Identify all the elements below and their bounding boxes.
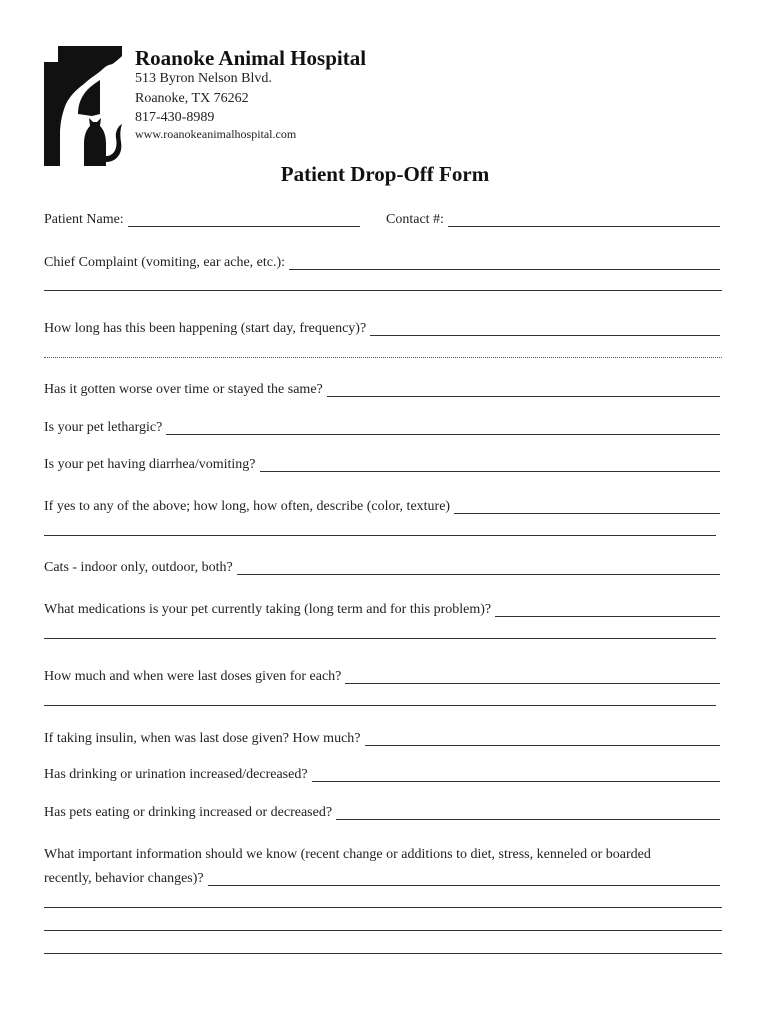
insulin-label: If taking insulin, when was last dose given? How much? <box>44 731 361 746</box>
how-long-extra-line[interactable] <box>44 357 722 358</box>
if-yes-label: If yes to any of the above; how long, how often, describe (color, texture) <box>44 499 451 514</box>
if-yes-extra-line[interactable] <box>44 535 716 536</box>
eating-drinking-label: Has pets eating or drinking increased or decreased? <box>44 805 333 820</box>
chief-complaint-field[interactable] <box>289 255 720 270</box>
insulin-field[interactable] <box>365 731 721 746</box>
drinking-urination-label: Has drinking or urination increased/decreased? <box>44 767 308 782</box>
important-info-field[interactable] <box>208 871 720 886</box>
clinic-name: Roanoke Animal Hospital <box>135 46 367 70</box>
form-title: Patient Drop-Off Form <box>280 162 490 186</box>
important-info-question <box>44 844 724 866</box>
hospital-logo-icon <box>44 44 126 166</box>
address-line-2: Roanoke, TX 76262 <box>135 91 249 106</box>
lethargic-label: Is your pet lethargic? <box>44 420 163 435</box>
worse-over-time-field[interactable] <box>327 382 720 397</box>
important-info-label-line1: What important information should we know (recent change or additions to diet, stress, kenneled or boarded <box>44 847 651 862</box>
contact-label: Contact #: <box>386 212 444 227</box>
important-info-extra-line-2[interactable] <box>44 930 722 931</box>
address-line-1: 513 Byron Nelson Blvd. <box>135 71 272 86</box>
important-info-extra-line-1[interactable] <box>44 907 722 908</box>
eating-drinking-row <box>44 803 720 821</box>
eating-drinking-field[interactable] <box>336 805 720 820</box>
chief-complaint-extra-line[interactable] <box>44 290 722 291</box>
patient-name-label: Patient Name: <box>44 212 124 227</box>
medications-field[interactable] <box>495 602 720 617</box>
medications-label: What medications is your pet currently taking (long term and for this problem)? <box>44 602 492 617</box>
cats-indoor-row <box>44 558 720 576</box>
last-doses-label: How much and when were last doses given for each? <box>44 669 342 684</box>
diarrhea-vomiting-field[interactable] <box>260 457 721 472</box>
last-doses-field[interactable] <box>345 669 720 684</box>
drinking-urination-field[interactable] <box>312 767 720 782</box>
if-yes-field[interactable] <box>454 499 720 514</box>
chief-complaint-row <box>44 253 720 271</box>
medications-row <box>44 600 720 618</box>
if-yes-row <box>44 497 720 515</box>
important-info-label-line2: recently, behavior changes)? <box>44 871 204 886</box>
how-long-label: How long has this been happening (start day, frequency)? <box>44 321 367 336</box>
cats-indoor-field[interactable] <box>237 560 720 575</box>
worse-over-time-row <box>44 380 720 398</box>
lethargic-field[interactable] <box>166 420 720 435</box>
insulin-row <box>44 729 720 747</box>
patient-contact-row <box>44 210 720 228</box>
medications-extra-line[interactable] <box>44 638 716 639</box>
how-long-field[interactable] <box>370 321 720 336</box>
diarrhea-vomiting-label: Is your pet having diarrhea/vomiting? <box>44 457 256 472</box>
chief-complaint-label: Chief Complaint (vomiting, ear ache, etc.): <box>44 255 286 270</box>
how-long-row <box>44 319 720 337</box>
diarrhea-vomiting-row <box>44 455 720 473</box>
cats-indoor-label: Cats - indoor only, outdoor, both? <box>44 560 233 575</box>
website-link: www.roanokeanimalhospital.com <box>135 127 297 141</box>
worse-over-time-label: Has it gotten worse over time or stayed the same? <box>44 382 323 397</box>
important-info-extra-line-3[interactable] <box>44 953 722 954</box>
contact-field[interactable] <box>448 212 720 227</box>
last-doses-row <box>44 667 720 685</box>
important-info-row <box>44 869 720 887</box>
patient-name-field[interactable] <box>128 212 360 227</box>
lethargic-row <box>44 418 720 436</box>
phone-number: 817-430-8989 <box>135 110 215 125</box>
last-doses-extra-line[interactable] <box>44 705 716 706</box>
drinking-urination-row <box>44 765 720 783</box>
